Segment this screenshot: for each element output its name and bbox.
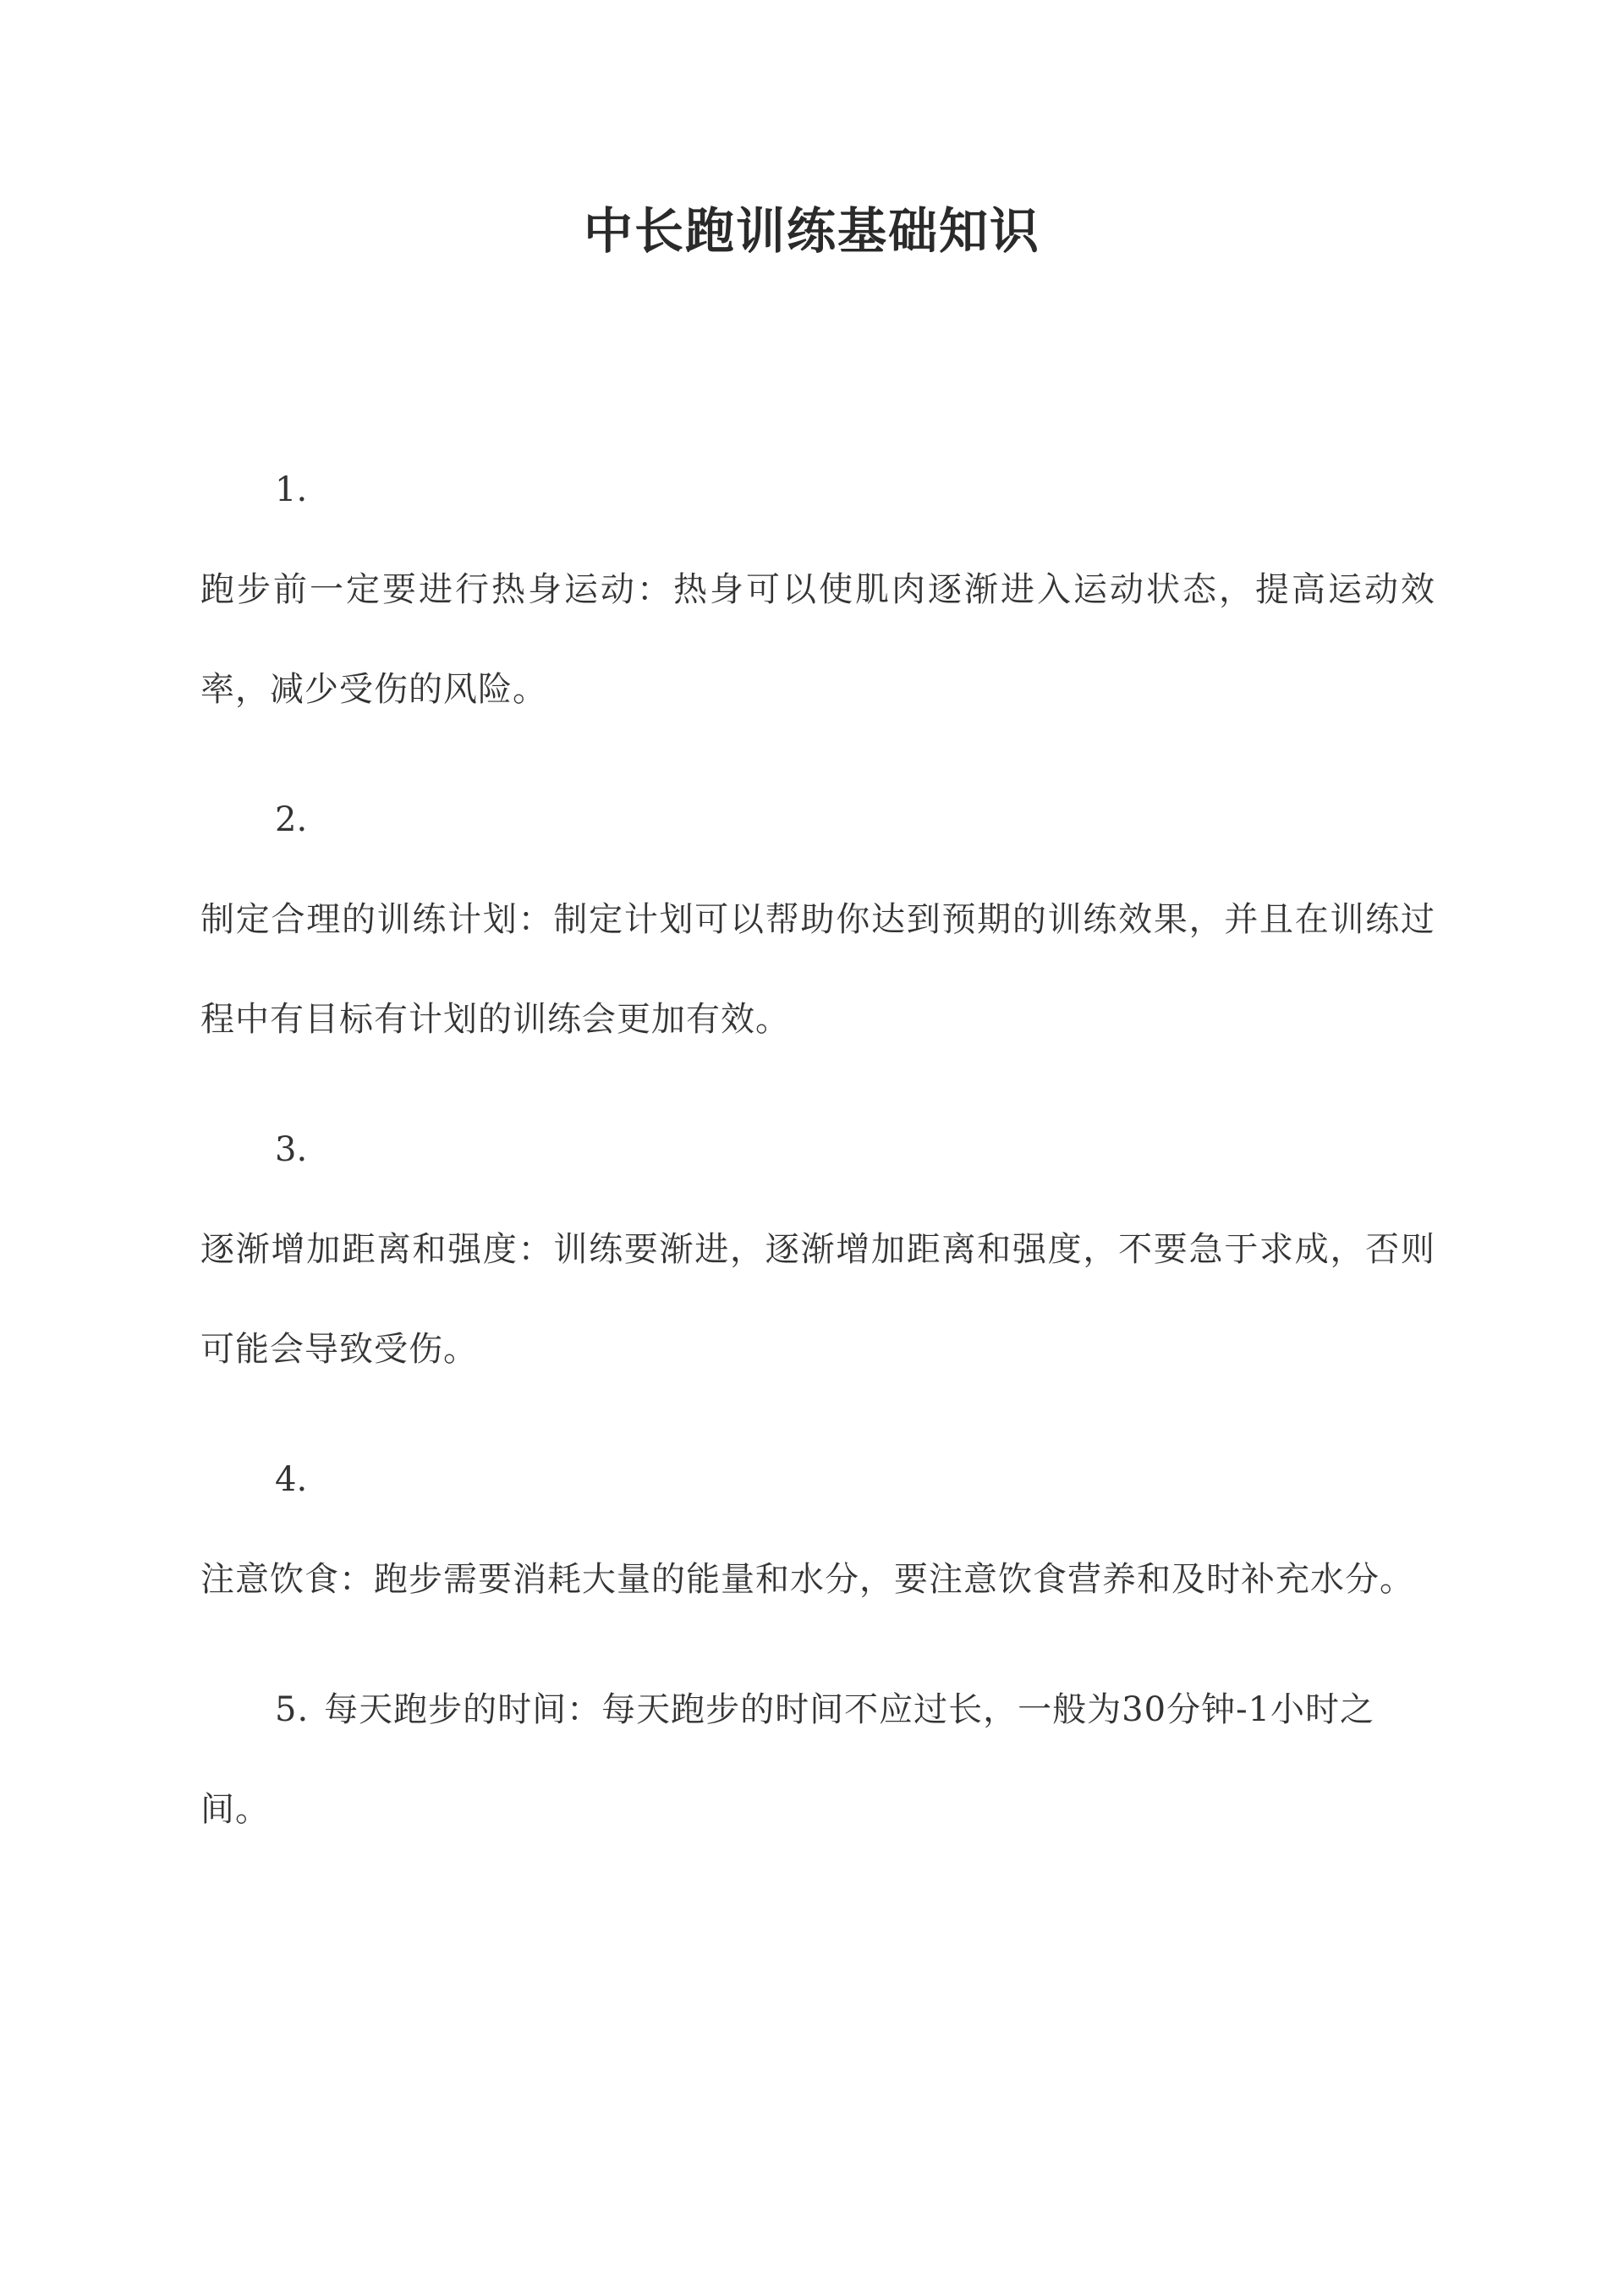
list-item-inline bbox=[200, 1660, 1435, 1859]
list-item-text: 逐渐增加距离和强度：训练要渐进，逐渐增加距离和强度，不要急于求成，否则可能会导致受伤。 bbox=[200, 1230, 1435, 1369]
list-item-text: 跑步前一定要进行热身运动：热身可以使肌肉逐渐进入运动状态，提高运动效率，减少受伤的风险。 bbox=[200, 570, 1435, 709]
list-item-text: 注意饮食：跑步需要消耗大量的能量和水分，要注意饮食营养和及时补充水分。 bbox=[200, 1560, 1414, 1599]
list-item bbox=[200, 1430, 1435, 1629]
list-item-number: 2. bbox=[275, 800, 308, 839]
list-item bbox=[200, 1100, 1435, 1399]
document-title: 中长跑训练基础知识 bbox=[583, 202, 1040, 260]
document-body bbox=[200, 440, 1435, 1859]
list-item bbox=[200, 440, 1435, 739]
list-item-text: 每天跑步的时间：每天跑步的时间不应过长，一般为30分钟-1小时之间。 bbox=[200, 1690, 1375, 1829]
list-item-number: 3. bbox=[275, 1130, 308, 1169]
list-item-number: 1. bbox=[275, 470, 308, 509]
list-item-text: 制定合理的训练计划：制定计划可以帮助你达到预期的训练效果，并且在训练过程中有目标有计划的训练会更加有效。 bbox=[200, 900, 1435, 1039]
list-item bbox=[200, 1660, 1435, 1859]
list-item-number: 5. bbox=[275, 1690, 310, 1729]
list-item bbox=[200, 770, 1435, 1069]
list-item-number: 4. bbox=[275, 1460, 308, 1499]
